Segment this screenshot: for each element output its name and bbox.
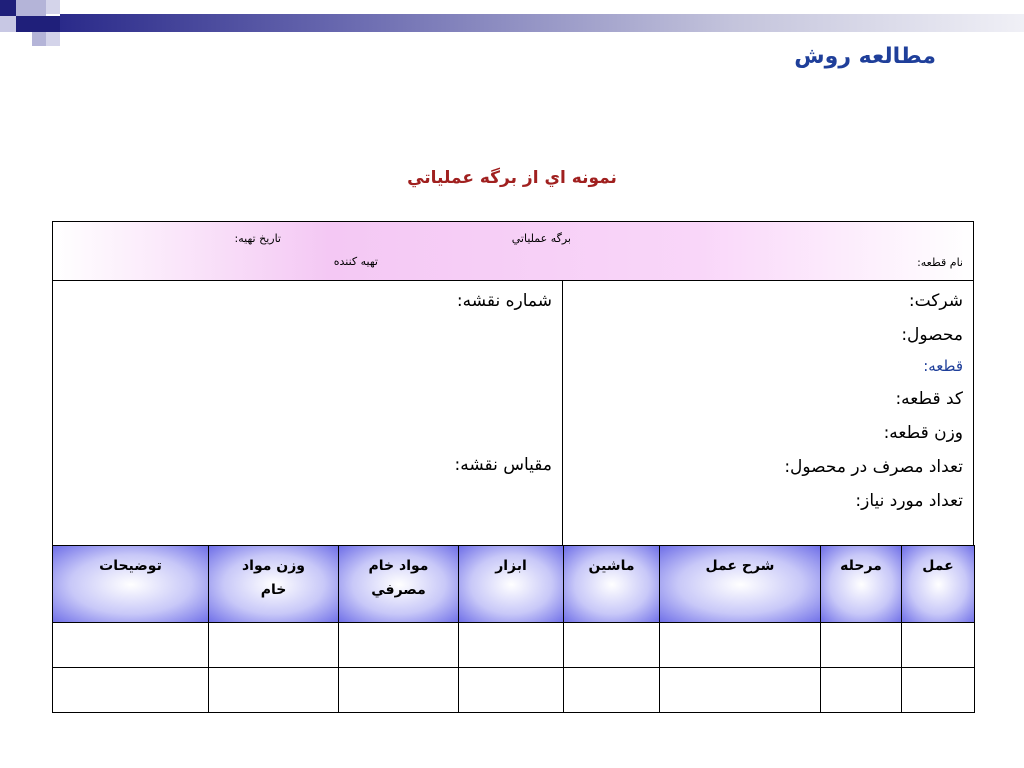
part-name-label: نام قطعه:	[917, 256, 963, 269]
drawing-number-field: شماره نقشه:	[456, 291, 552, 311]
table-cell[interactable]	[209, 668, 339, 713]
table-cell[interactable]	[660, 623, 821, 668]
table-cell[interactable]	[660, 668, 821, 713]
deco-square	[32, 32, 46, 46]
table-cell[interactable]	[459, 623, 564, 668]
column-header: عمل	[902, 546, 975, 623]
product-field: محصول:	[901, 325, 963, 345]
deco-square	[0, 0, 16, 16]
deco-square	[16, 16, 32, 32]
deco-gradient-bar	[60, 14, 1024, 32]
section-divider	[562, 281, 563, 545]
table-cell[interactable]	[902, 623, 975, 668]
deco-square	[46, 0, 60, 14]
slide-subtitle: نمونه اي از برگه عملياتي	[407, 168, 617, 188]
company-field: شركت:	[908, 291, 963, 311]
column-header	[339, 546, 459, 623]
required-count-field: تعداد مورد نياز:	[855, 491, 963, 511]
table-cell[interactable]	[53, 668, 209, 713]
sheet-info-section	[53, 281, 973, 546]
column-header	[209, 546, 339, 623]
table-cell[interactable]	[53, 623, 209, 668]
column-header: ابزار	[459, 546, 564, 623]
table-cell[interactable]	[339, 623, 459, 668]
column-header: توضيحات	[53, 546, 209, 623]
table-cell[interactable]	[902, 668, 975, 713]
operation-sheet	[52, 221, 974, 705]
deco-square	[0, 16, 16, 32]
table-row	[53, 668, 975, 713]
table-cell[interactable]	[459, 668, 564, 713]
part-field: قطعه:	[923, 357, 963, 375]
table-cell[interactable]	[339, 668, 459, 713]
table-cell[interactable]	[564, 668, 660, 713]
table-row	[53, 623, 975, 668]
deco-square	[46, 32, 60, 46]
column-header: ماشين	[564, 546, 660, 623]
slide-title: مطالعه روش	[794, 44, 936, 69]
part-weight-field: وزن قطعه:	[883, 423, 963, 443]
deco-square	[32, 16, 60, 32]
drawing-scale-field: مقياس نقشه:	[454, 455, 552, 475]
table-header-row	[53, 546, 975, 623]
sheet-title: برگه عملياتي	[511, 232, 571, 245]
table-cell[interactable]	[821, 668, 902, 713]
column-header: شرح عمل	[660, 546, 821, 623]
sheet-header	[53, 222, 973, 281]
table-body	[53, 623, 975, 713]
column-header: مرحله	[821, 546, 902, 623]
deco-square	[16, 0, 46, 16]
operations-table	[52, 545, 975, 713]
usage-count-field: تعداد مصرف در محصول:	[784, 457, 963, 477]
table-cell[interactable]	[564, 623, 660, 668]
part-code-field: كد قطعه:	[895, 389, 963, 409]
column-header-text: وزن مواد خام	[241, 558, 305, 598]
date-label: تاريخ تهيه:	[234, 232, 281, 245]
table-cell[interactable]	[209, 623, 339, 668]
column-header-text: مواد خام مصرفي	[368, 558, 429, 598]
preparer-label: تهيه كننده	[333, 255, 378, 268]
table-cell[interactable]	[821, 623, 902, 668]
